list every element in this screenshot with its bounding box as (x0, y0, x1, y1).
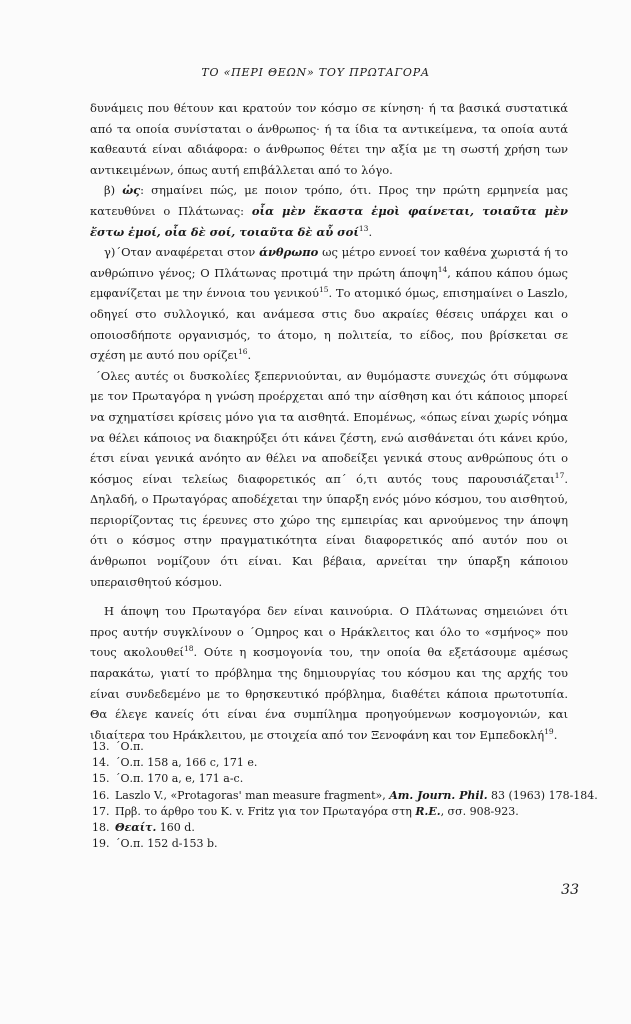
footnote-15 (92, 771, 568, 787)
text-run: . Το ατομικό όμως, επισημαίνει ο Laszlo, οδηγεί στο συλλογικό, και ανάμεσα στις δυο ακραίες θέσεις υπάρχει και ο οποιοσδήποτε οργανισμός, το άτομο, η πολιτεία, το είδος, που βρίσκεται σε σχέση με αυτό που ορίζει (90, 286, 568, 363)
footnote-source-title: Θεαίτ. (115, 821, 157, 835)
footnote-text: ΄Ο.π. 158 a, 166 c, 171 e. (115, 756, 258, 770)
footnote-text: Laszlo V., «Protagoras' man measure fragment», (115, 788, 390, 802)
footnote-text-end: , σσ. 908-923. (440, 804, 519, 818)
paragraph-1 (90, 98, 568, 180)
footnote-text-end: 83 (1963) 178-184. (487, 788, 598, 802)
paragraph-4 (90, 366, 568, 593)
paragraph-3 (90, 242, 568, 366)
emphasized-text: άνθρωπο (259, 245, 319, 260)
footnote-19 (92, 836, 568, 852)
footnote-14 (92, 755, 568, 771)
paragraph-2 (90, 180, 568, 242)
running-head: ΤΟ «ΠΕΡΙ ΘΕΩΝ» ΤΟΥ ΠΡΩΤΑΓΟΡΑ (201, 66, 430, 79)
text-run: . (368, 224, 373, 239)
footnote-text: ΄Ο.π. (115, 740, 144, 753)
footnote-number: 14. (92, 756, 110, 770)
footnote-18 (92, 820, 568, 836)
footnote-reference: 15 (318, 285, 329, 295)
page-number: 33 (561, 882, 579, 898)
footnote-text: Πρβ. το άρθρο του K. v. Fritz για τον Πρωταγόρα στη (115, 804, 416, 818)
footnote-number: 15. (92, 772, 110, 786)
text-run: : σημαίνει πώς, με ποιον τρόπο, ότι. Προς την πρώτη ερμηνεία μας κατευθύνει ο Πλάτωνας: (90, 183, 568, 218)
paragraph-5 (90, 601, 568, 745)
footnote-13 (92, 739, 568, 755)
emphasized-text: οἷα μὲν ἕκαστα ἐμοὶ φαίνεται, τοιαῦτα μὲν ἔστω ἐμοί, οἷα δὲ σοί, τοιαῦτα δὲ αὖ σοί (90, 203, 569, 239)
emphasized-text: ὡς (122, 183, 141, 198)
footnote-number: 19. (92, 837, 110, 851)
footnote-source-title: R.E. (415, 804, 441, 818)
footnote-number: 17. (92, 804, 110, 818)
text-run: Η άποψη του Πρωταγόρα δεν είναι καινούρια. Ο Πλάτωνας σημειώνει ότι προς αυτήν συγκλίνουν ο ΄Ομηρος και ο Ηράκλειτος και όλο το «σμήνος» που τους ακολουθεί (90, 604, 568, 660)
footnote-reference: 14 (437, 264, 448, 274)
text-run: . Δηλαδή, ο Πρωταγόρας αποδέχεται την ύπαρξη ενός μόνο κόσμου, του αισθητού, περιορίζοντας τις έρευνες στο χώρο της εμπειρίας και αρνούμενος την άποψη ότι ο κόσμος στην πραγματικότητα είναι διαφορετικός από αυτόν που οι άνθρωποι νομίζουν ότι είναι. Και βέβαια, αρνείται την ύπαρξη κάποιου υπεραισθητού κόσμου. (90, 471, 568, 589)
text-run: ΄Ολες αυτές οι δυσκολίες ξεπερνιούνται, αν θυμόμαστε συνεχώς ότι σύμφωνα με τον Πρωταγόρα η γνώση προέρχεται από την αίσθηση και ότι κάποιος μπορεί να σχηματίσει κρίσεις μόνο για τα αισθητά. Επομένως, «όπως είναι χωρίς νόημα να θέλει κάποιος να διακηρύξει ότι κάνει ζέστη, ενώ αισθάνεται ότι κάνει κρύο, έτσι είναι γενικά ανόητο αν θέλει να αποδείξει γενικά στους ανθρώπους ότι ο κόσμος είναι τελείως διαφορετικός απ΄ ό,τι αυτός τους παρουσιάζεται (90, 368, 568, 486)
text-run: . (553, 727, 558, 742)
text-run: δυνάμεις που θέτουν και κρατούν τον κόσμο σε κίνηση· ή τα βασικά συστατικά από τα οποία συνίσταται ο άνθρωπος· ή τα ίδια τα αντικείμενα, τα οποία αυτά καθεαυτά είναι αδιάφορα: ο άνθρωπος θέτει την αξία με τη σωστή χρήση των αντικειμένων, όπως αυτή επιβάλλεται από το λόγο. (90, 101, 568, 177)
footnote-17 (92, 804, 568, 820)
text-run: ως μέτρο εννοεί τον καθένα χωριστά ή το ανθρώπινο γένος; Ο Πλάτωνας προτιμά την πρώτη άποψη (90, 245, 568, 280)
footnote-reference: 17 (554, 470, 565, 480)
footnote-reference: 18 (183, 644, 194, 654)
footnote-text-end: 160 d. (156, 821, 195, 835)
footnote-reference: 19 (544, 726, 554, 736)
footnotes (92, 739, 598, 852)
footnote-text: ΄Ο.π. 170 a, e, 171 a-c. (115, 772, 244, 786)
body-text (90, 98, 568, 745)
text-run: β) (104, 183, 123, 198)
footnote-reference: 13 (358, 223, 369, 233)
footnote-16 (92, 788, 598, 804)
footnote-number: 13. (92, 740, 110, 753)
text-run: . Ούτε η κοσμογονία του, την οποία θα εξετάσουμε αμέσως παρακάτω, γιατί το πρόβλημα της δημιουργίας του κόσμου και της αρχής του είναι συνδεδεμένο με το θρησκευτικό πρόβλημα, διαθέτει κάποια πρωτοτυπία. Θα έλεγε κανείς ότι είναι ένα συμπίλημα προηγούμενων κοσμογονιών, και ιδιαίτερα του Ηράκλειτου, με στοιχεία από τον Ξενοφάνη και τον Εμπεδοκλή (90, 645, 569, 742)
footnote-journal-title: Am. Journ. Phil. (389, 788, 488, 802)
footnote-reference: 16 (237, 347, 248, 357)
text-run: . (247, 348, 252, 363)
footnote-number: 16. (92, 788, 110, 802)
text-run: , κάπου κάπου όμως εμφανίζεται με την έννοια του γενικού (90, 265, 568, 301)
text-run: γ)΄Οταν αναφέρεται στον (104, 245, 260, 260)
footnote-text: ΄Ο.π. 152 d-153 b. (115, 837, 218, 851)
footnote-number: 18. (92, 821, 110, 835)
